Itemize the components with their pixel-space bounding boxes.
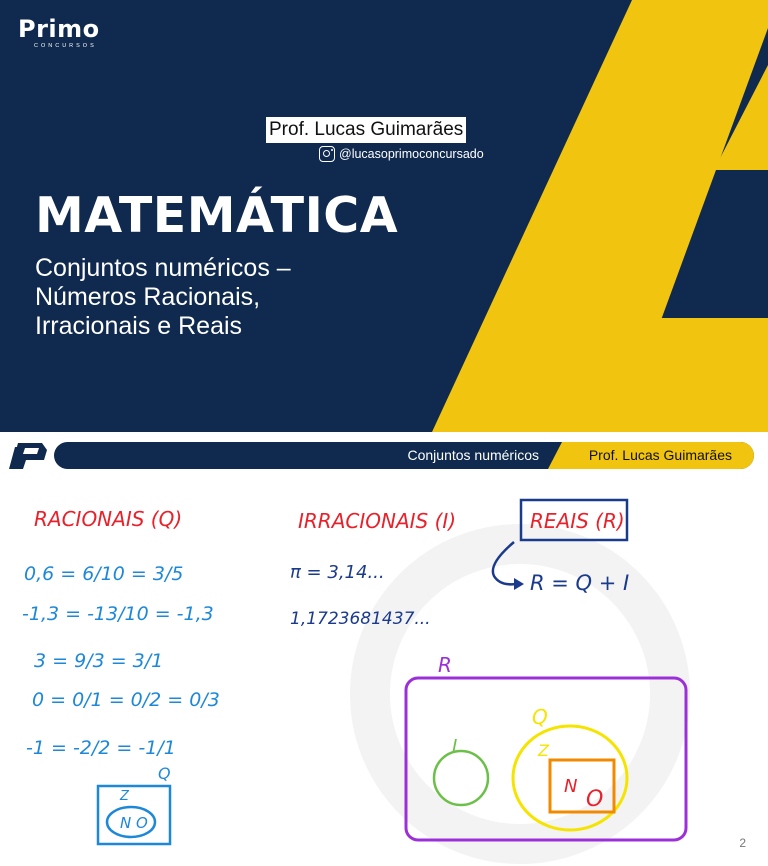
small-z-label: Z xyxy=(120,789,129,804)
reais-arrow-head xyxy=(514,578,524,590)
i-set-circle xyxy=(434,751,488,805)
irracionais-example: 1,1723681437... xyxy=(290,609,431,629)
handwritten-notes xyxy=(0,434,768,866)
subtitle-line: Irracionais e Reais xyxy=(35,312,243,340)
header-professor: Prof. Lucas Guimarães xyxy=(588,447,732,463)
racionais-row: -1,3 = -13/10 = -1,3 xyxy=(22,603,214,625)
small-o-label: O xyxy=(136,814,148,832)
racionais-row: 0,6 = 6/10 = 3/5 xyxy=(24,563,184,585)
i-set-label: I xyxy=(452,736,458,757)
q-set-label: Q xyxy=(532,705,548,729)
z-set-label: Z xyxy=(538,741,549,760)
primo-logo xyxy=(18,16,100,49)
title-slide xyxy=(0,0,768,432)
racionais-heading: RACIONAIS (Q) xyxy=(34,507,183,531)
n-set-label: N xyxy=(564,776,578,797)
racionais-row: -1 = -2/2 = -1/1 xyxy=(26,737,176,759)
notes-slide xyxy=(0,434,768,866)
irracionais-example: π = 3,14... xyxy=(290,562,385,583)
professor-name: Prof. Lucas Guimarães xyxy=(266,117,466,143)
slide-subtitle xyxy=(35,254,291,341)
slide-title: MATEMÁTICA xyxy=(35,187,399,244)
logo-word: Primo xyxy=(18,15,100,43)
instagram-text: @lucasoprimoconcursado xyxy=(339,147,484,161)
reais-heading: REAIS (R) xyxy=(530,509,625,533)
instagram-icon xyxy=(319,146,335,162)
small-n-label: N xyxy=(120,814,132,832)
page-number: 2 xyxy=(739,836,746,850)
instagram-handle xyxy=(319,146,484,162)
header-topic: Conjuntos numéricos xyxy=(407,447,539,463)
reais-formula: R = Q + I xyxy=(530,571,630,595)
o-set-label: O xyxy=(586,787,604,812)
irracionais-heading: IRRACIONAIS (I) xyxy=(298,509,457,533)
logo-subtitle: CONCURSOS xyxy=(34,43,97,49)
r-set-label: R xyxy=(438,653,452,677)
subtitle-line: Números Racionais, xyxy=(35,283,261,311)
subtitle-line: Conjuntos numéricos – xyxy=(35,254,291,282)
racionais-row: 3 = 9/3 = 3/1 xyxy=(34,650,164,672)
racionais-row: 0 = 0/1 = 0/2 = 0/3 xyxy=(32,689,220,711)
small-q-label: Q xyxy=(158,764,171,783)
